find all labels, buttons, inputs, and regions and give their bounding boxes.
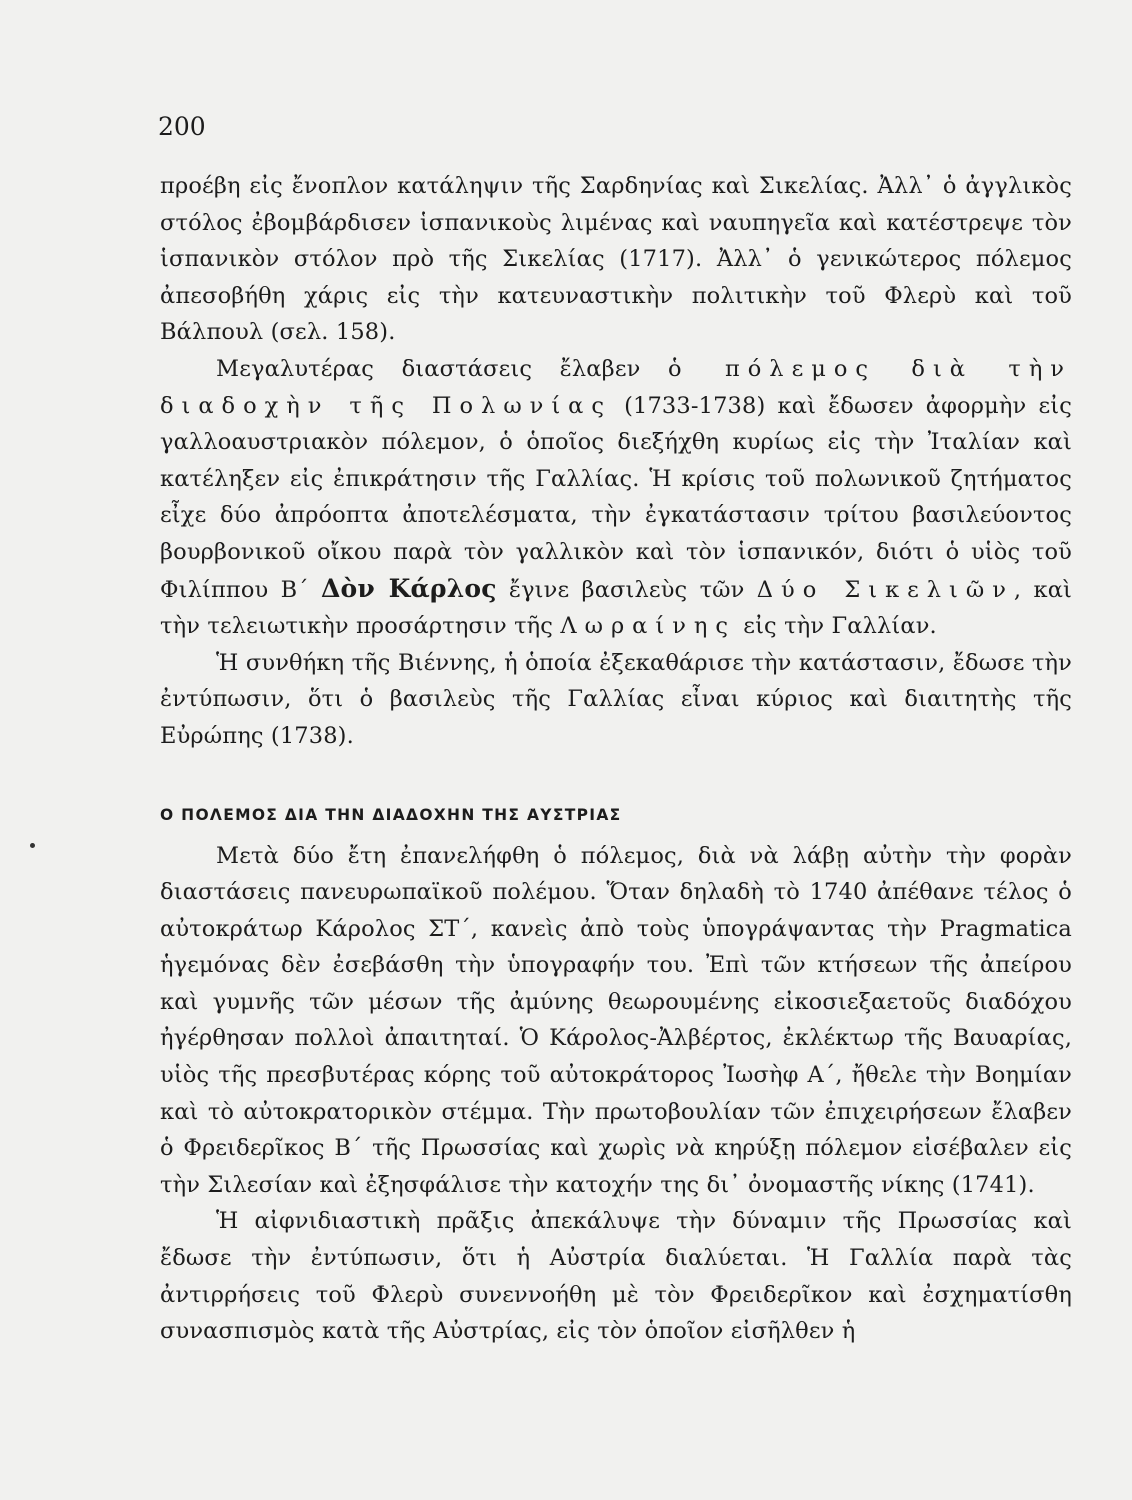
paragraph-2-text-3: ἔγινε βασιλεὺς τῶν (496, 576, 757, 603)
body-text (160, 168, 1072, 1350)
spaced-phrase-polish-war: ὁ πόλεμος διὰ τὴν διαδοχὴν τῆς Πολωνίας (160, 355, 1072, 419)
paragraph-2-text-2: (1733-1738) καὶ ἔδωσεν ἀφορμὴν εἰς γαλλοαυστριακὸν πόλεμον, ὁ ὁποῖος διεξήχθη κυρίως εἰς τὴν Ἰταλίαν καὶ κατέληξεν εἰς ἐπικράτησιν τῆς Γαλλίας. Ἡ κρίσις τοῦ πολωνικοῦ ζητήματος εἶχε δύο ἀπρόοπτα ἀποτελέσματα, τὴν ἐγκατάστασιν τρίτου βασιλεύοντος βουρβονικοῦ οἴκου παρὰ τὸν γαλλικὸν καὶ τὸν ἱσπανικόν, διότι ὁ υἱὸς τοῦ Φιλίππου Β΄ (160, 392, 1072, 603)
margin-dot (30, 843, 35, 848)
section-heading: Ο ΠΟΛΕΜΟΣ ΔΙΑ ΤΗΝ ΔΙΑΔΟΧΗΝ ΤΗΣ ΑΥΣΤΡΙΑΣ (160, 805, 622, 824)
paragraph-4: Μετὰ δύο ἔτη ἐπανελήφθη ὁ πόλεμος, διὰ νὰ λάβῃ αὐτὴν τὴν φορὰν διαστάσεις πανευρωπαϊκοῦ πολέμου. Ὅταν δηλαδὴ τὸ 1740 ἀπέθανε τέλος ὁ αὐτοκράτωρ Κάρολος ΣΤ΄, κανεὶς ἀπὸ τοὺς ὑπογράψαντας τὴν Pragmatica ἡγεμόνας δὲν ἐσεβάσθη τὴν ὑπογραφήν του. Ἐπὶ τῶν κτήσεων τῆς ἀπείρου καὶ γυμνῆς τῶν μέσων τῆς ἀμύνης θεωρουμένης εἰκοσιεξαετοῦς διαδόχου ἠγέρθησαν πολλοὶ ἀπαιτηταί. Ὁ Κάρολος-Ἀλβέρτος, ἐκλέκτωρ τῆς Βαυαρίας, υἱὸς τῆς πρεσβυτέρας κόρης τοῦ αὐτοκράτορος Ἰωσὴφ Α΄, ἤθελε τὴν Βοημίαν καὶ τὸ αὐτοκρατορικὸν στέμμα. Τὴν πρωτοβουλίαν τῶν ἐπιχειρήσεων ἔλαβεν ὁ Φρειδερῖκος Β΄ τῆς Πρωσσίας καὶ χωρὶς νὰ κηρύξῃ πόλεμον εἰσέβαλεν εἰς τὴν Σιλεσίαν καὶ ἐξησφάλισε τὴν κατοχήν της δι᾿ ὀνομαστῆς νίκης (1741). (160, 842, 1072, 1198)
paragraph-3: Ἡ συνθήκη τῆς Βιέννης, ἡ ὁποία ἐξεκαθάρισε τὴν κατάστασιν, ἔδωσε τὴν ἐντύπωσιν, ὅτι ὁ βασιλεὺς τῆς Γαλλίας εἶναι κύριος καὶ διαιτητὴς τῆς Εὐρώπης (1738). (160, 649, 1072, 749)
spaced-phrase-lorraine: Λωραίνης (560, 613, 736, 640)
paragraph-2-text-1: Μεγαλυτέρας διαστάσεις ἔλαβεν (216, 355, 669, 382)
paragraph-2 (160, 351, 1072, 645)
bold-name-don-carlos: Δὸν Κάρλος (320, 573, 497, 603)
paragraph-5: Ἡ αἰφνιδιαστικὴ πρᾶξις ἀπεκάλυψε τὴν δύναμιν τῆς Πρωσσίας καὶ ἔδωσε τὴν ἐντύπωσιν, ὅτι ἡ Αὐστρία διαλύεται. Ἡ Γαλλία παρὰ τὰς ἀντιρρήσεις τοῦ Φλερὺ συνεννοήθη μὲ τὸν Φρειδερῖκον καὶ ἐσχηματίσθη συνασπισμὸς κατὰ τῆς Αὐστρίας, εἰς τὸν ὁποῖον εἰσῆλθεν ἡ (160, 1208, 1072, 1345)
page-number: 200 (158, 112, 206, 141)
paragraph-2-text-5: εἰς τὴν Γαλλίαν. (735, 613, 937, 640)
paragraph-2-text-4: , καὶ τὴν τελειωτικὴν προσάρτησιν τῆς (160, 576, 1073, 640)
spaced-phrase-two-sicilies: Δύο Σικελιῶν (756, 576, 1014, 603)
paragraph-1: προέβη εἰς ἔνοπλον κατάληψιν τῆς Σαρδηνίας καὶ Σικελίας. Ἀλλ᾿ ὁ ἀγγλικὸς στόλος ἐβομβάρδισεν ἱσπανικοὺς λιμένας καὶ ναυπηγεῖα καὶ κατέστρεψε τὸν ἱσπανικὸν στόλον πρὸ τῆς Σικελίας (1717). Ἀλλ᾿ ὁ γενικώτερος πόλεμος ἀπεσοβήθη χάρις εἰς τὴν κατευναστικὴν πολιτικὴν τοῦ Φλερὺ καὶ τοῦ Βάλπουλ (σελ. 158). (160, 173, 1072, 346)
